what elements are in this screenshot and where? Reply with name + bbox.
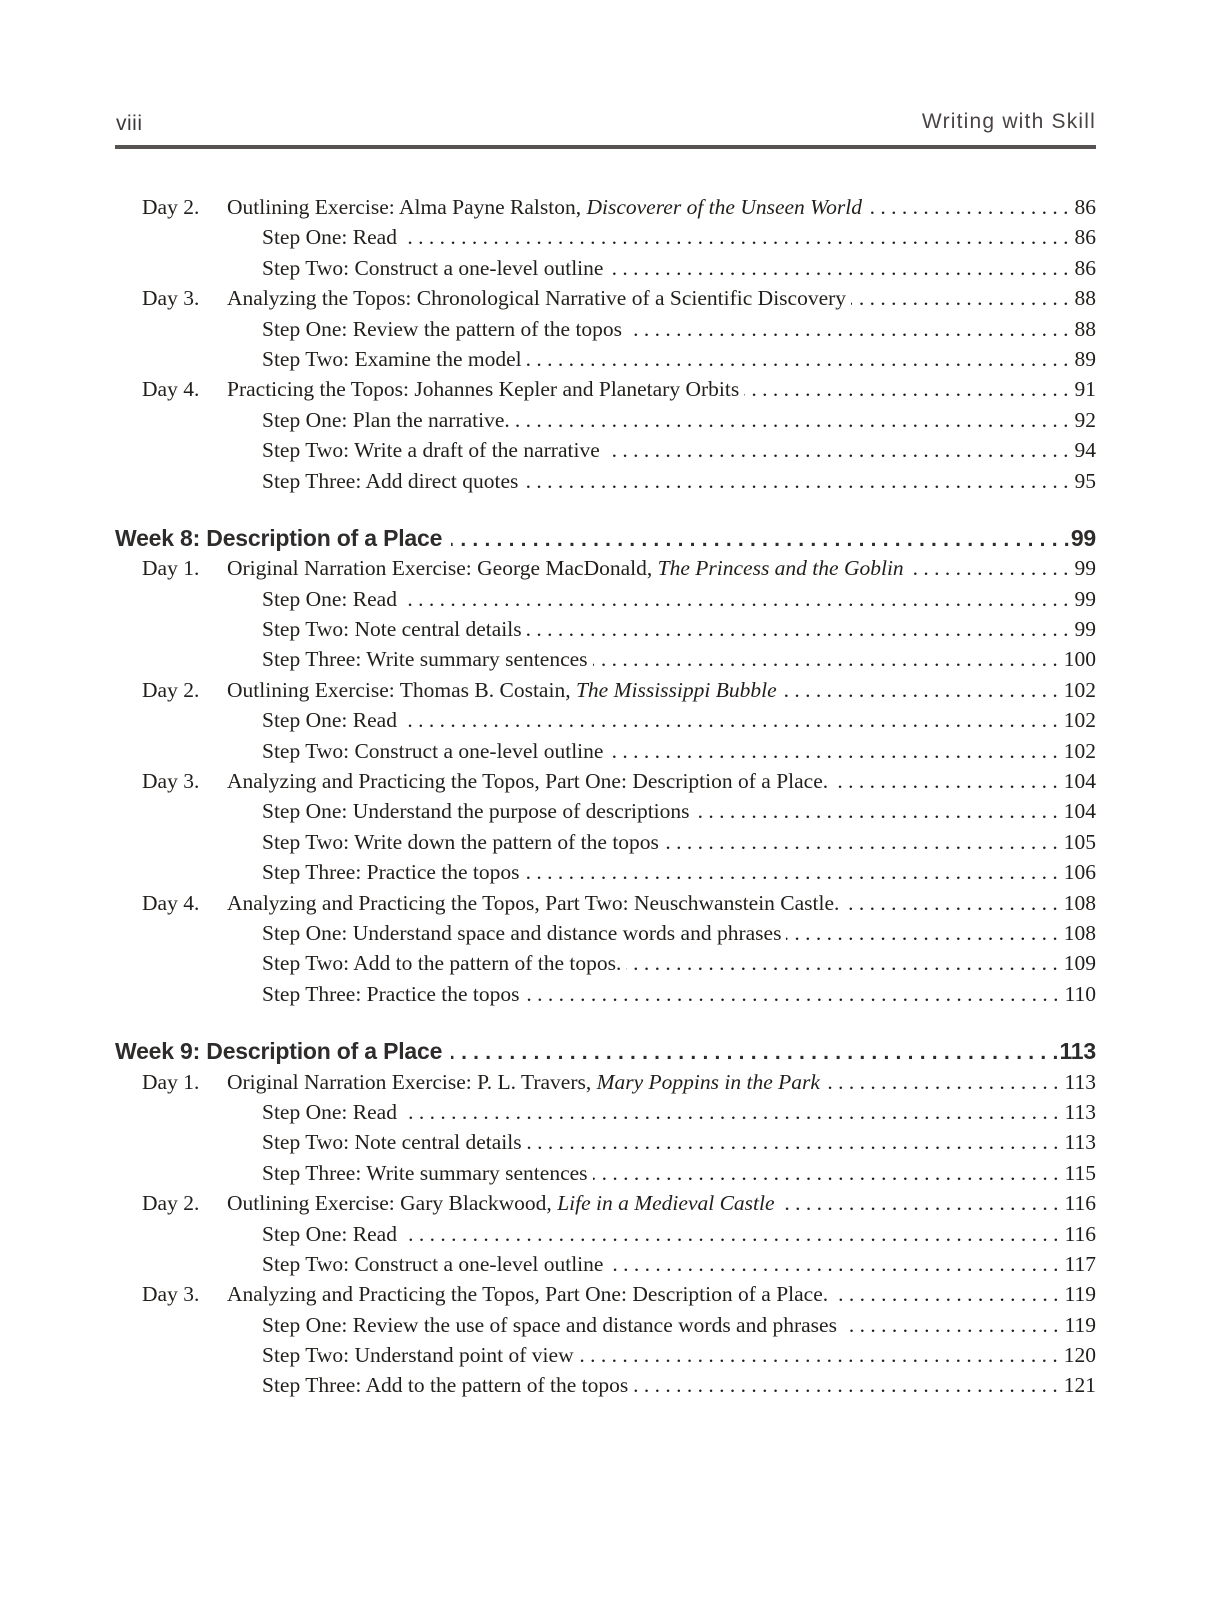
toc-entry-text — [262, 918, 781, 948]
toc-day-label: Day 3. — [142, 286, 200, 311]
dot-leader — [402, 584, 1069, 614]
dot-leader — [844, 888, 1057, 918]
toc-row — [115, 857, 1096, 887]
dot-leader — [593, 1158, 1059, 1188]
dot-leader — [626, 948, 1057, 978]
dot-leader — [451, 523, 1070, 553]
toc-page-number: 88 — [1074, 316, 1096, 341]
toc-entry-text-main: Step One: Read — [262, 225, 397, 250]
toc-entry-text-main: Step One: Read — [262, 1099, 397, 1124]
toc-page-number: 89 — [1074, 346, 1096, 371]
toc-entry-text — [262, 1310, 837, 1340]
toc-entry-text-main: Analyzing and Practicing the Topos, Part One: Description of a Place. — [227, 769, 829, 794]
toc-row — [115, 675, 1096, 705]
dot-leader — [695, 796, 1058, 826]
toc-entry-text-main: Step One: Review the use of space and distance words and phrases — [262, 1312, 837, 1337]
toc-row — [115, 1219, 1096, 1249]
toc-row — [115, 1097, 1096, 1127]
toc-day-label: Day 3. — [142, 769, 200, 794]
toc-entry-text-main: Step Two: Understand point of view — [262, 1343, 574, 1368]
toc-entry-text — [262, 1158, 588, 1188]
toc-row — [115, 283, 1096, 313]
book-title-italic: Mary Poppins in the Park — [596, 1069, 820, 1094]
toc-row — [115, 344, 1096, 374]
toc-entry-text-main: Step One: Understand the purpose of descriptions — [262, 799, 690, 824]
toc-entry-text — [262, 796, 690, 826]
toc-entry-text — [262, 584, 397, 614]
toc-entry-text — [115, 1036, 442, 1066]
toc-entry-text-main: Step Three: Write summary sentences — [262, 647, 588, 672]
dot-leader — [825, 1067, 1059, 1097]
toc-row — [115, 1158, 1096, 1188]
toc-row — [115, 1127, 1096, 1157]
toc-entry-text — [262, 644, 588, 674]
toc-row — [115, 705, 1096, 735]
toc-day-label: Day 4. — [142, 890, 200, 915]
toc-page-number: 113 — [1059, 1038, 1096, 1065]
toc-entry-text — [227, 766, 828, 796]
toc-entry-text-main: Week 8: Description of a Place — [115, 524, 443, 551]
toc-entry-text — [262, 736, 603, 766]
dot-leader — [593, 644, 1058, 674]
dot-leader — [402, 1097, 1059, 1127]
toc-entry-text — [262, 979, 520, 1009]
toc-entry-text-main: Outlining Exercise: Thomas B. Costain, — [227, 677, 576, 702]
toc-entry-text — [262, 253, 603, 283]
toc-entry-text-main: Step One: Plan the narrative. — [262, 407, 510, 432]
toc-row — [115, 796, 1096, 826]
toc-day-label: Day 4. — [142, 377, 200, 402]
book-title-italic: Discoverer of the Unseen World — [586, 195, 862, 219]
toc-row — [115, 1370, 1096, 1400]
toc-page-number: 104 — [1063, 799, 1096, 824]
toc-page-number: 105 — [1063, 829, 1096, 854]
dot-leader — [842, 1310, 1059, 1340]
toc-entry-text-main: Step One: Read — [262, 1221, 397, 1246]
toc-row — [115, 222, 1096, 252]
toc-row — [115, 918, 1096, 948]
toc-day-label: Day 2. — [142, 195, 200, 219]
toc-day-label: Day 1. — [142, 1069, 200, 1094]
toc-page-number: 86 — [1074, 255, 1096, 280]
toc-entry-text-main: Analyzing and Practicing the Topos, Part Two: Neuschwanstein Castle. — [227, 890, 840, 915]
toc-entry-text — [227, 374, 739, 404]
toc-entry-text-main: Analyzing and Practicing the Topos, Part One: Description of a Place. — [227, 1282, 829, 1307]
toc-page-number: 92 — [1074, 407, 1096, 432]
toc-entry-text — [262, 857, 520, 887]
toc-page-number: 102 — [1063, 738, 1096, 763]
toc-entry-text — [262, 344, 522, 374]
toc-day-label: Day 2. — [142, 1191, 200, 1216]
toc-entry-text — [262, 1249, 603, 1279]
toc-entry-text — [262, 314, 622, 344]
toc-entry-text-main: Practicing the Topos: Johannes Kepler and Planetary Orbits — [227, 377, 740, 402]
dot-leader — [402, 705, 1058, 735]
toc-entry-text — [262, 405, 510, 435]
toc-entry-text-main: Week 9: Description of a Place — [115, 1038, 443, 1065]
dot-leader — [664, 827, 1058, 857]
toc-entry-text-main: Outlining Exercise: Alma Payne Ralston, — [227, 195, 587, 219]
toc-entry-text — [262, 1340, 574, 1370]
toc-entry-text-main: Step Two: Add to the pattern of the topos. — [262, 951, 622, 976]
toc-day-label: Day 3. — [142, 1282, 200, 1307]
toc-page-number: 108 — [1063, 890, 1096, 915]
toc-entry-text — [262, 948, 621, 978]
toc-row — [115, 1188, 1096, 1218]
toc-page-number: 108 — [1063, 920, 1096, 945]
toc-entry-text — [227, 675, 777, 705]
dot-leader — [608, 1249, 1058, 1279]
dot-leader — [909, 553, 1069, 583]
dot-leader — [633, 1370, 1058, 1400]
running-head-page-number: viii — [116, 112, 143, 135]
toc-entry-text — [262, 1097, 397, 1127]
toc-page-number: 121 — [1063, 1373, 1096, 1398]
dot-leader — [527, 614, 1069, 644]
toc-page-number: 120 — [1063, 1343, 1096, 1368]
toc-row — [115, 466, 1096, 496]
toc-row — [115, 584, 1096, 614]
toc-page-number: 119 — [1064, 1312, 1096, 1337]
toc-entry-text-main: Step Three: Write summary sentences — [262, 1160, 588, 1185]
toc-entry-text — [262, 1370, 628, 1400]
toc-page-number: 94 — [1074, 438, 1096, 463]
toc-entry-text — [262, 435, 600, 465]
toc-entry-text-main: Step Three: Practice the topos — [262, 860, 520, 885]
toc-entry-text — [227, 1279, 828, 1309]
toc-entry-text-main: Step One: Read — [262, 708, 397, 733]
dot-leader — [608, 253, 1068, 283]
dot-leader — [780, 1188, 1059, 1218]
toc-page-number: 117 — [1064, 1251, 1096, 1276]
toc-page-number: 113 — [1064, 1069, 1096, 1094]
toc-page-number: 99 — [1074, 586, 1096, 611]
toc-page-number: 86 — [1074, 195, 1096, 219]
toc-entry-text-main: Step Two: Note central details — [262, 617, 522, 642]
toc-page-number: 86 — [1074, 225, 1096, 250]
dot-leader — [579, 1340, 1058, 1370]
book-title-italic: Life in a Medieval Castle — [557, 1191, 775, 1216]
toc-entry-text — [115, 523, 442, 553]
toc-row — [115, 192, 1096, 222]
dot-leader — [867, 192, 1069, 222]
toc-page-number: 100 — [1063, 647, 1096, 672]
toc-row — [115, 405, 1096, 435]
toc-entry-text — [227, 283, 846, 313]
toc-entry-text-main: Step Two: Construct a one-level outline — [262, 738, 604, 763]
toc-row — [115, 374, 1096, 404]
toc-page-number: 99 — [1070, 524, 1096, 551]
toc-entry-text-main: Step Two: Construct a one-level outline — [262, 255, 604, 280]
toc-row — [115, 253, 1096, 283]
toc-entry-text-main: Step Two: Note central details — [262, 1130, 522, 1155]
running-head-book-title: Writing with Skill — [921, 110, 1096, 133]
toc-row — [115, 614, 1096, 644]
dot-leader — [833, 1279, 1058, 1309]
toc-page-number: 88 — [1074, 286, 1096, 311]
toc-entry-text-main: Step Three: Practice the topos — [262, 981, 520, 1006]
dot-leader — [744, 374, 1068, 404]
toc-row — [115, 644, 1096, 674]
toc-page-number: 102 — [1063, 708, 1096, 733]
toc-entry-text — [262, 1127, 522, 1157]
dot-leader — [515, 405, 1069, 435]
toc-entry-text-main: Step One: Read — [262, 586, 397, 611]
toc-day-label: Day 2. — [142, 677, 200, 702]
toc-page-number: 95 — [1074, 468, 1096, 493]
dot-leader — [833, 766, 1058, 796]
toc-entry-text — [262, 466, 518, 496]
toc-entry-text — [227, 1067, 820, 1097]
toc-row — [115, 1067, 1096, 1097]
dot-leader — [523, 466, 1068, 496]
toc-entry-text — [227, 888, 839, 918]
dot-leader — [851, 283, 1068, 313]
dot-leader — [608, 736, 1057, 766]
toc-page-number: 116 — [1064, 1191, 1096, 1216]
toc-entry-text — [262, 614, 522, 644]
toc-row — [115, 1340, 1096, 1370]
dot-leader — [525, 979, 1059, 1009]
dot-leader — [782, 675, 1058, 705]
dot-leader — [527, 1127, 1059, 1157]
toc-page-number: 110 — [1064, 981, 1096, 1006]
toc-entry-text-main: Step Two: Examine the model — [262, 346, 522, 371]
book-title-italic: The Mississippi Bubble — [575, 677, 777, 702]
toc-day-label: Day 1. — [142, 556, 200, 581]
toc-entry-text-main: Step One: Review the pattern of the topos — [262, 316, 623, 341]
toc-row — [115, 435, 1096, 465]
toc-entry-text-main: Original Narration Exercise: P. L. Travers, — [227, 1069, 597, 1094]
dot-leader — [451, 1036, 1058, 1066]
toc-entry-text — [262, 1219, 397, 1249]
toc-page-number: 99 — [1074, 617, 1096, 642]
dot-leader — [527, 344, 1069, 374]
toc-entry-text-main: Analyzing the Topos: Chronological Narrative of a Scientific Discovery — [227, 286, 847, 311]
toc-entry-text — [227, 192, 862, 222]
toc-page-number: 91 — [1074, 377, 1096, 402]
toc-row — [115, 553, 1096, 583]
dot-leader — [627, 314, 1068, 344]
toc-page-number: 109 — [1063, 951, 1096, 976]
toc-entry-text-main: Step Two: Construct a one-level outline — [262, 1251, 604, 1276]
toc-row — [115, 736, 1096, 766]
toc-entry-text — [227, 553, 904, 583]
toc-row — [115, 948, 1096, 978]
book-title-italic: The Princess and the Goblin — [657, 556, 904, 581]
table-of-contents — [115, 192, 1096, 1401]
dot-leader — [786, 918, 1057, 948]
toc-row — [115, 1249, 1096, 1279]
toc-row — [115, 827, 1096, 857]
dot-leader — [402, 222, 1069, 252]
toc-page-number: 113 — [1064, 1130, 1096, 1155]
toc-entry-text-main: Step One: Understand space and distance words and phrases — [262, 920, 782, 945]
toc-entry-text — [227, 1188, 775, 1218]
toc-entry-text-main: Step Three: Add to the pattern of the topos — [262, 1373, 629, 1398]
dot-leader — [525, 857, 1058, 887]
toc-row — [115, 1279, 1096, 1309]
toc-page-number: 106 — [1063, 860, 1096, 885]
toc-page-number: 102 — [1063, 677, 1096, 702]
toc-entry-text — [262, 222, 397, 252]
toc-row — [115, 888, 1096, 918]
toc-entry-text — [262, 827, 659, 857]
toc-entry-text-main: Step Two: Write a draft of the narrative — [262, 438, 600, 463]
toc-page-number: 99 — [1074, 556, 1096, 581]
toc-page-number: 115 — [1064, 1160, 1096, 1185]
toc-entry-text — [262, 705, 397, 735]
toc-row — [115, 314, 1096, 344]
toc-entry-text-main: Outlining Exercise: Gary Blackwood, — [227, 1191, 558, 1216]
dot-leader — [402, 1219, 1059, 1249]
toc-row — [115, 1310, 1096, 1340]
toc-row — [115, 979, 1096, 1009]
toc-entry-text-main: Step Three: Add direct quotes — [262, 468, 519, 493]
toc-page-number: 119 — [1064, 1282, 1096, 1307]
header-rule — [115, 145, 1096, 149]
toc-page-number: 116 — [1064, 1221, 1096, 1246]
toc-page-number: 104 — [1063, 769, 1096, 794]
dot-leader — [605, 435, 1069, 465]
toc-row — [115, 766, 1096, 796]
toc-entry-text-main: Step Two: Write down the pattern of the topos — [262, 829, 659, 854]
toc-row — [115, 1036, 1096, 1066]
toc-row — [115, 523, 1096, 553]
toc-page-number: 113 — [1064, 1099, 1096, 1124]
toc-entry-text-main: Original Narration Exercise: George MacDonald, — [227, 556, 658, 581]
